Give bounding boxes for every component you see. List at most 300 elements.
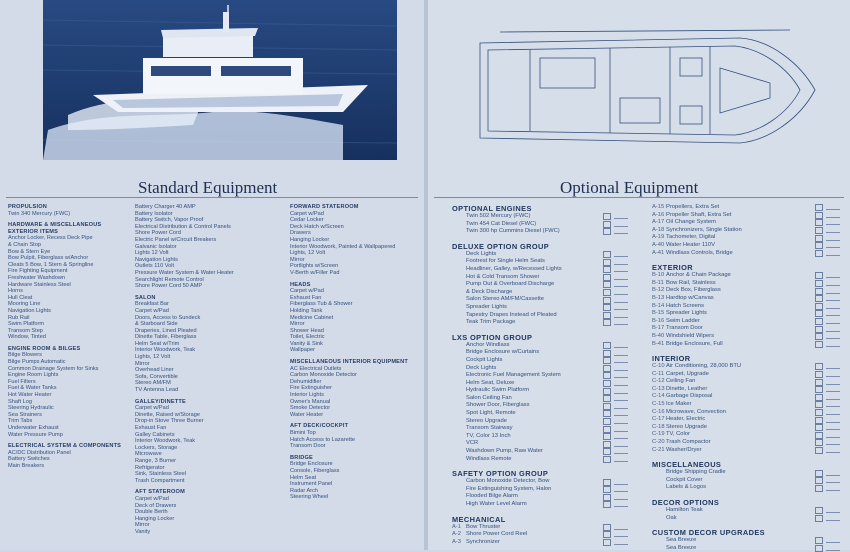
option-row xyxy=(652,416,840,424)
option-price-line xyxy=(614,343,628,348)
option-price-line xyxy=(614,373,628,378)
equipment-item: Mirror xyxy=(135,360,150,367)
equipment-item: Hanging Locker xyxy=(135,515,175,522)
equipment-item: Hull Cleat xyxy=(8,294,33,301)
option-label: High Water Level Alarm xyxy=(466,501,527,507)
equipment-item: Fuel Filters xyxy=(8,378,36,385)
equipment-item: Helm Seat w/Trim xyxy=(135,340,180,347)
option-checkbox[interactable] xyxy=(603,357,611,364)
equipment-item: Bilge Pumps Automatic xyxy=(8,359,66,366)
equipment-item: Vanity xyxy=(135,528,151,535)
option-row xyxy=(452,312,628,320)
option-checkbox[interactable] xyxy=(603,418,611,425)
equipment-item: Mirror xyxy=(135,522,150,529)
option-price-line xyxy=(614,495,628,500)
equipment-item: Microwave xyxy=(135,451,162,458)
option-price-line xyxy=(826,342,840,347)
option-row xyxy=(652,507,840,515)
option-label: Water Heater 110V xyxy=(666,241,715,248)
option-label: Salon Stereo AM/FM/Cassette xyxy=(466,296,544,303)
option-label: Helm Seat, Deluxe xyxy=(466,379,515,386)
section-heading: SALON xyxy=(135,294,156,301)
option-row xyxy=(452,319,628,327)
equipment-item: Steering Wheel xyxy=(290,494,329,501)
option-price-line xyxy=(826,251,840,256)
section-heading: ENGINE ROOM & BILGES xyxy=(8,345,81,352)
option-row xyxy=(452,531,628,539)
option-row xyxy=(652,310,840,318)
option-checkbox[interactable] xyxy=(603,479,611,486)
equipment-item: TV Antenna Lead xyxy=(135,387,179,394)
equipment-item: Battery Charger 40 AMP xyxy=(135,204,196,210)
option-price-line xyxy=(826,311,840,316)
option-checkbox[interactable] xyxy=(603,312,611,319)
option-price-line xyxy=(614,366,628,371)
option-price-line xyxy=(826,433,840,438)
option-checkbox[interactable] xyxy=(603,266,611,273)
equipment-item: Electric Panel w/Circuit Breakers xyxy=(135,236,217,243)
option-row xyxy=(452,387,628,395)
option-price-line xyxy=(614,290,628,295)
equipment-item: Toilet, Electric xyxy=(290,334,325,341)
option-row xyxy=(452,539,628,547)
option-checkbox[interactable] xyxy=(603,456,611,463)
option-checkbox[interactable] xyxy=(603,259,611,266)
optional-column-1 xyxy=(452,204,628,546)
equipment-item: Hanging Locker xyxy=(290,236,330,243)
equipment-item: Lockers, Storage xyxy=(135,444,178,451)
option-label: Synchronizer xyxy=(466,538,500,545)
option-row xyxy=(452,501,628,509)
equipment-item: Pressure Water System & Water Heater xyxy=(135,269,234,276)
equipment-item: & Chain Stop xyxy=(8,241,41,248)
option-price-line xyxy=(826,516,840,521)
option-row xyxy=(652,477,840,485)
option-checkbox[interactable] xyxy=(815,417,823,424)
option-row xyxy=(652,219,840,227)
option-code: B-10 xyxy=(652,272,665,279)
equipment-item: Cedar Locker xyxy=(290,217,324,224)
option-price-line xyxy=(826,327,840,332)
option-checkbox[interactable] xyxy=(815,295,823,302)
option-label: Oak xyxy=(666,514,677,521)
option-code: C-15 xyxy=(652,401,665,408)
option-label: Hot & Cold Transom Shower xyxy=(466,273,540,280)
option-checkbox[interactable] xyxy=(815,333,823,340)
option-label: Electronic Fuel Management System xyxy=(466,372,561,379)
option-price-line xyxy=(614,525,628,530)
option-row xyxy=(652,318,840,326)
option-row xyxy=(452,342,628,350)
option-row xyxy=(652,545,840,552)
option-row xyxy=(652,401,840,409)
option-code: B-14 xyxy=(652,302,665,309)
option-checkbox[interactable] xyxy=(603,365,611,372)
equipment-item: Carbon Monoxide Detector xyxy=(290,372,357,379)
option-code: B-17 xyxy=(652,325,665,332)
equipment-item: Carpet w/Pad xyxy=(290,288,324,295)
option-label: Windlass Controls, Bridge xyxy=(666,249,733,256)
option-code: C-13 xyxy=(652,385,665,392)
option-checkbox[interactable] xyxy=(603,433,611,440)
option-code: A-1 xyxy=(452,523,462,530)
option-checkbox[interactable] xyxy=(603,501,611,508)
boat-photo-graphic xyxy=(43,0,397,160)
section-heading: OPTIONAL ENGINES xyxy=(452,204,532,213)
option-checkbox[interactable] xyxy=(815,303,823,310)
option-row xyxy=(452,304,628,312)
option-price-line xyxy=(614,351,628,356)
option-row xyxy=(452,221,628,229)
equipment-item: AC Electrical Outlets xyxy=(290,365,342,372)
option-checkbox[interactable] xyxy=(815,318,823,325)
option-price-line xyxy=(614,222,628,227)
option-checkbox[interactable] xyxy=(603,441,611,448)
equipment-item: Instrument Panel xyxy=(290,481,333,488)
option-row xyxy=(452,296,628,304)
option-label: Flooded Bilge Alarm xyxy=(466,493,518,500)
option-checkbox[interactable] xyxy=(603,486,611,493)
option-price-line xyxy=(826,448,840,453)
option-checkbox[interactable] xyxy=(603,403,611,410)
equipment-item: Freshwater Washdown xyxy=(8,274,65,281)
equipment-item: Mirror xyxy=(290,321,305,328)
option-checkbox[interactable] xyxy=(815,379,823,386)
option-row xyxy=(652,447,840,455)
option-row xyxy=(652,280,840,288)
option-label: Deck Lights xyxy=(466,250,497,257)
option-code: C-16 xyxy=(652,408,665,415)
option-checkbox[interactable] xyxy=(603,539,611,546)
option-label: Anchor Windlass xyxy=(466,341,510,348)
equipment-item: Double Berth xyxy=(135,509,168,516)
option-label: Spreader Lights xyxy=(666,310,707,317)
section-heading: LXS OPTION GROUP xyxy=(452,332,533,342)
option-row xyxy=(452,410,628,418)
equipment-item: Drawers xyxy=(290,230,311,237)
option-label: Windshield Wipers xyxy=(666,332,714,339)
option-checkbox[interactable] xyxy=(815,432,823,439)
option-label: Bow Thruster xyxy=(466,523,501,530)
option-row xyxy=(452,281,628,289)
option-checkbox[interactable] xyxy=(603,228,611,235)
option-label: Spot Light, Remote xyxy=(466,410,516,417)
option-price-line xyxy=(826,228,840,233)
option-checkbox[interactable] xyxy=(815,242,823,249)
option-price-line xyxy=(614,449,628,454)
option-price-line xyxy=(614,396,628,401)
option-label: Hatch Screens xyxy=(666,302,705,309)
equipment-item: Battery Switch, Vapor Proof xyxy=(135,217,204,224)
option-checkbox[interactable] xyxy=(603,524,611,531)
equipment-item: Interior Woodwork, Painted & Wallpapered xyxy=(290,243,396,250)
option-price-line xyxy=(614,252,628,257)
option-row xyxy=(652,272,840,280)
option-checkbox[interactable] xyxy=(815,341,823,348)
option-checkbox[interactable] xyxy=(603,251,611,258)
standard-column-3 xyxy=(290,204,418,501)
equipment-item: Drop-in Stove Three Burner xyxy=(135,418,204,425)
option-checkbox[interactable] xyxy=(603,388,611,395)
equipment-item: Water Heater xyxy=(290,411,324,418)
equipment-item: Sofa, Convertible xyxy=(135,373,178,380)
option-checkbox[interactable] xyxy=(815,545,823,552)
option-row xyxy=(452,402,628,410)
option-row xyxy=(452,395,628,403)
option-checkbox[interactable] xyxy=(815,507,823,514)
option-code: B-15 xyxy=(652,310,665,317)
equipment-item: Deck Hatch w/Screen xyxy=(290,223,344,230)
option-checkbox[interactable] xyxy=(603,448,611,455)
option-label: VCR xyxy=(466,440,479,447)
equipment-item: Underwater Exhaust xyxy=(8,425,59,431)
option-checkbox[interactable] xyxy=(603,494,611,501)
option-label: Tachometer, Digital xyxy=(666,234,716,241)
equipment-item: Helm Seat xyxy=(290,474,317,481)
option-checkbox[interactable] xyxy=(815,212,823,219)
section-heading: CUSTOM DECOR UPGRADES xyxy=(652,528,765,538)
option-row xyxy=(652,424,840,432)
section-heading: AFT DECK/COCKPIT xyxy=(290,423,349,430)
option-checkbox[interactable] xyxy=(815,515,823,522)
option-price-line xyxy=(614,381,628,386)
option-price-line xyxy=(826,273,840,278)
option-checkbox[interactable] xyxy=(815,288,823,295)
option-label: & Deck Discharge xyxy=(466,288,513,295)
option-label: Washer/Dryer xyxy=(666,446,702,453)
equipment-item: Hot Water Heater xyxy=(8,392,52,399)
option-row xyxy=(652,295,840,303)
option-checkbox[interactable] xyxy=(815,227,823,234)
equipment-item: Shaft Log xyxy=(8,398,32,405)
option-label: Twin 300 hp Cummins Diesel (FWC) xyxy=(466,228,560,235)
option-label: Ceiling Fan xyxy=(666,378,696,385)
option-price-line xyxy=(614,404,628,409)
option-row xyxy=(452,418,628,426)
option-checkbox[interactable] xyxy=(603,281,611,288)
option-row xyxy=(652,363,840,371)
option-row xyxy=(652,333,840,341)
option-checkbox[interactable] xyxy=(815,250,823,257)
option-code: C-17 xyxy=(652,416,665,423)
option-checkbox[interactable] xyxy=(603,319,611,326)
option-checkbox[interactable] xyxy=(603,531,611,538)
option-checkbox[interactable] xyxy=(603,372,611,379)
option-checkbox[interactable] xyxy=(603,304,611,311)
option-label: Spreader Lights xyxy=(466,303,507,310)
option-code: C-11 xyxy=(652,370,665,377)
equipment-item: Bridge Enclosure xyxy=(290,461,333,468)
option-checkbox[interactable] xyxy=(815,363,823,370)
equipment-item: Fiberglass Tub & Shower xyxy=(290,301,353,308)
option-label: Tapestry Drapes Instead of Pleated xyxy=(466,311,557,318)
option-checkbox[interactable] xyxy=(815,439,823,446)
option-checkbox[interactable] xyxy=(815,310,823,317)
option-checkbox[interactable] xyxy=(603,274,611,281)
option-label: Microwave, Convection xyxy=(666,408,726,415)
option-price-line xyxy=(614,305,628,310)
option-label: Swim Ladder xyxy=(666,317,700,324)
option-checkbox[interactable] xyxy=(603,297,611,304)
option-checkbox[interactable] xyxy=(603,410,611,417)
option-row xyxy=(652,227,840,235)
equipment-item: Portlights w/Screen xyxy=(290,263,339,270)
section-heading: INTERIOR xyxy=(652,354,691,364)
option-checkbox[interactable] xyxy=(815,394,823,401)
equipment-item: Engine Room Lights xyxy=(8,372,59,379)
option-label: Transom Door xyxy=(666,325,703,332)
option-label: Headliner, Galley, w/Recessed Lights xyxy=(466,265,562,272)
equipment-item: Mirror xyxy=(290,256,305,263)
option-checkbox[interactable] xyxy=(815,424,823,431)
option-checkbox[interactable] xyxy=(603,213,611,220)
option-checkbox[interactable] xyxy=(815,386,823,393)
option-checkbox[interactable] xyxy=(603,289,611,296)
deck-plan-graphic xyxy=(470,28,820,153)
option-checkbox[interactable] xyxy=(815,280,823,287)
option-price-line xyxy=(614,282,628,287)
option-checkbox[interactable] xyxy=(603,221,611,228)
option-price-line xyxy=(826,289,840,294)
option-label: Cockpit Cover xyxy=(666,476,703,483)
option-row xyxy=(652,371,840,379)
option-price-line xyxy=(614,540,628,545)
option-price-line xyxy=(826,304,840,309)
option-row xyxy=(652,234,840,242)
option-label: Teak Trim Package xyxy=(466,319,516,326)
option-label: Stereo Upgrade xyxy=(466,417,507,424)
option-label: Bridge Enclosure, Full xyxy=(666,340,723,347)
equipment-item: Bimini Top xyxy=(290,430,316,436)
equipment-item: & Starboard Side xyxy=(135,321,178,328)
equipment-item: Sink, Stainless Steel xyxy=(135,471,186,478)
option-checkbox[interactable] xyxy=(815,537,823,544)
equipment-item: Doors, Access to Sundeck xyxy=(135,314,201,321)
option-code: A-19 xyxy=(652,234,665,241)
option-checkbox[interactable] xyxy=(815,219,823,226)
boat-photo xyxy=(43,0,397,160)
option-label: Bridge Enclosure w/Curtains xyxy=(466,349,540,356)
section-heading: FORWARD STATEROOM xyxy=(290,204,359,210)
option-row xyxy=(452,493,628,501)
option-checkbox[interactable] xyxy=(603,426,611,433)
option-checkbox[interactable] xyxy=(815,371,823,378)
section-heading: DELUXE OPTION GROUP xyxy=(452,241,550,251)
option-checkbox[interactable] xyxy=(815,447,823,454)
option-row xyxy=(452,456,628,464)
equipment-item: Sea Strainers xyxy=(8,411,42,418)
equipment-item: Twin 340 Mercury (FWC) xyxy=(8,210,71,217)
option-row xyxy=(452,486,628,494)
equipment-item: Lights 12 Volt xyxy=(135,250,169,257)
option-checkbox[interactable] xyxy=(603,380,611,387)
equipment-item: Vanity & Sink xyxy=(290,340,323,347)
equipment-item: AC/DC Distribution Panel xyxy=(8,449,71,456)
option-checkbox[interactable] xyxy=(815,204,823,211)
option-price-line xyxy=(614,267,628,272)
equipment-item: Shore Power Cord xyxy=(135,230,182,237)
option-code: B-41 xyxy=(652,340,665,347)
option-row xyxy=(652,242,840,250)
option-row xyxy=(652,393,840,401)
option-checkbox[interactable] xyxy=(815,326,823,333)
option-price-line xyxy=(614,427,628,432)
option-price-line xyxy=(826,546,840,551)
option-row xyxy=(452,274,628,282)
option-code: A-16 xyxy=(652,211,665,218)
option-label: Dinette, Leather xyxy=(666,385,708,392)
option-row xyxy=(652,325,840,333)
option-code: C-14 xyxy=(652,393,665,400)
section-heading: PROPULSION xyxy=(8,204,47,210)
equipment-item: Radar Arch xyxy=(290,487,318,494)
section-heading: EXTERIOR xyxy=(652,263,693,273)
equipment-item: Breakfast Bar xyxy=(135,301,169,308)
option-price-line xyxy=(826,410,840,415)
option-row xyxy=(452,372,628,380)
option-checkbox[interactable] xyxy=(815,470,823,477)
equipment-item: Stereo AM/FM xyxy=(135,380,171,387)
option-label: Trash Compactor xyxy=(666,439,711,446)
option-row xyxy=(452,357,628,365)
option-price-line xyxy=(826,478,840,483)
option-price-line xyxy=(614,411,628,416)
option-checkbox[interactable] xyxy=(815,477,823,484)
equipment-item: Lights, 12 Volt xyxy=(290,250,326,257)
option-price-line xyxy=(614,229,628,234)
option-label: Sea Breeze xyxy=(666,537,697,544)
option-label: Deck Lights xyxy=(466,364,497,371)
option-checkbox[interactable] xyxy=(815,235,823,242)
option-row xyxy=(652,287,840,295)
section-heading: HEADS xyxy=(290,281,311,288)
option-code: B-16 xyxy=(652,317,665,324)
option-checkbox[interactable] xyxy=(603,342,611,349)
option-price-line xyxy=(614,532,628,537)
option-checkbox[interactable] xyxy=(603,395,611,402)
option-code: A-2 xyxy=(452,531,462,538)
option-code: A-18 xyxy=(652,226,665,233)
option-code: A-41 xyxy=(652,249,665,256)
option-code: A-40 xyxy=(652,241,665,248)
option-price-line xyxy=(826,213,840,218)
option-label: Shore Power Cord Reel xyxy=(466,531,528,538)
option-row xyxy=(652,409,840,417)
option-label: Carbon Monoxide Detector, Bow xyxy=(466,478,550,485)
option-checkbox[interactable] xyxy=(815,272,823,279)
option-label: TV, Color 13 Inch xyxy=(466,432,511,439)
option-checkbox[interactable] xyxy=(815,409,823,416)
equipment-item: Exhaust Fan xyxy=(290,294,322,301)
option-checkbox[interactable] xyxy=(815,485,823,492)
option-price-line xyxy=(614,442,628,447)
option-row xyxy=(452,524,628,532)
option-row xyxy=(452,448,628,456)
equipment-item: Hardware Stainless Steel xyxy=(8,281,71,288)
equipment-item: Window, Tinted xyxy=(8,334,46,341)
equipment-item: Fire Fighting Equipment xyxy=(8,268,68,275)
option-price-line xyxy=(826,425,840,430)
option-row xyxy=(652,439,840,447)
option-price-line xyxy=(826,380,840,385)
option-price-line xyxy=(614,358,628,363)
option-checkbox[interactable] xyxy=(603,350,611,357)
equipment-item: Owner's Manual xyxy=(290,398,331,405)
option-label: Garbage Disposal xyxy=(666,393,713,400)
option-row xyxy=(452,365,628,373)
option-checkbox[interactable] xyxy=(815,401,823,408)
option-price-line xyxy=(826,205,840,210)
